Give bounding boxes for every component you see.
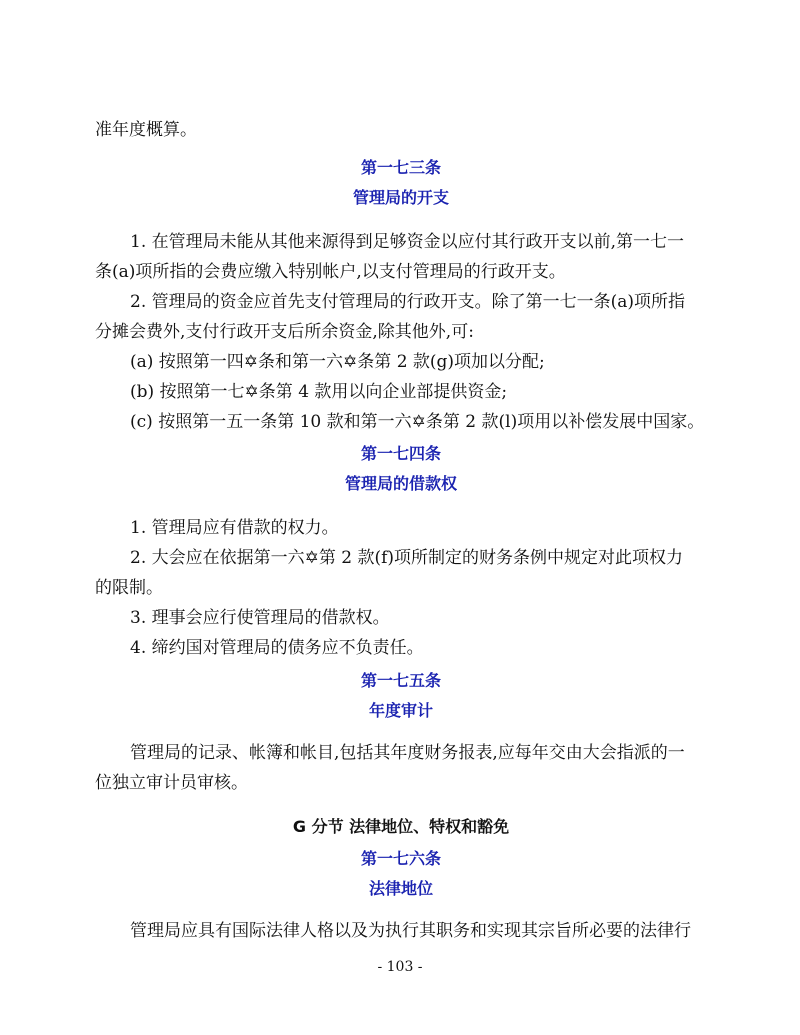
paragraph-line: 分摊会费外,支付行政开支后所余资金,除其他外,可: — [95, 322, 474, 342]
paragraph-line: 3. 理事会应行使管理局的借款权。 — [130, 608, 390, 628]
paragraph-line: 4. 缔约国对管理局的债务应不负责任。 — [130, 638, 424, 658]
list-item-c: (c) 按照第一五一条第 10 款和第一六✡条第 2 款(l)项用以补偿发展中国家。 — [130, 412, 705, 432]
paragraph-line: 管理局应具有国际法律人格以及为执行其职务和实现其宗旨所必要的法律行 — [130, 921, 691, 941]
article-number-175: 第一七五条 — [360, 671, 441, 690]
paragraph-line: 条(a)项所指的会费应缴入特别帐户,以支付管理局的行政开支。 — [95, 262, 566, 282]
paragraph-line: 位独立审计员审核。 — [95, 773, 248, 793]
paragraph-line: 的限制。 — [95, 578, 163, 598]
page-number: - 103 - — [377, 959, 423, 975]
article-title-173: 管理局的开支 — [352, 188, 449, 207]
paragraph-line: 1. 管理局应有借款的权力。 — [130, 518, 339, 538]
list-item-a: (a) 按照第一四✡条和第一六✡条第 2 款(g)项加以分配; — [130, 352, 545, 372]
subsection-title: G 分节 法律地位、特权和豁免 — [292, 817, 510, 836]
paragraph-line: 准年度概算。 — [95, 120, 197, 140]
article-number-174: 第一七四条 — [360, 444, 441, 463]
article-number-173: 第一七三条 — [360, 158, 441, 177]
paragraph-line: 1. 在管理局未能从其他来源得到足够资金以应付其行政开支以前,第一七一 — [130, 232, 685, 252]
article-title-176: 法律地位 — [368, 879, 433, 898]
article-title-174: 管理局的借款权 — [344, 474, 457, 493]
paragraph-line: 管理局的记录、帐簿和帐目,包括其年度财务报表,应每年交由大会指派的一 — [130, 743, 685, 763]
article-title-175: 年度审计 — [368, 701, 433, 720]
article-number-176: 第一七六条 — [360, 849, 441, 868]
list-item-b: (b) 按照第一七✡条第 4 款用以向企业部提供资金; — [130, 382, 508, 402]
paragraph-line: 2. 大会应在依据第一六✡第 2 款(f)项所制定的财务条例中规定对此项权力 — [130, 548, 684, 568]
paragraph-line: 2. 管理局的资金应首先支付管理局的行政开支。除了第一七一条(a)项所指 — [130, 292, 686, 312]
